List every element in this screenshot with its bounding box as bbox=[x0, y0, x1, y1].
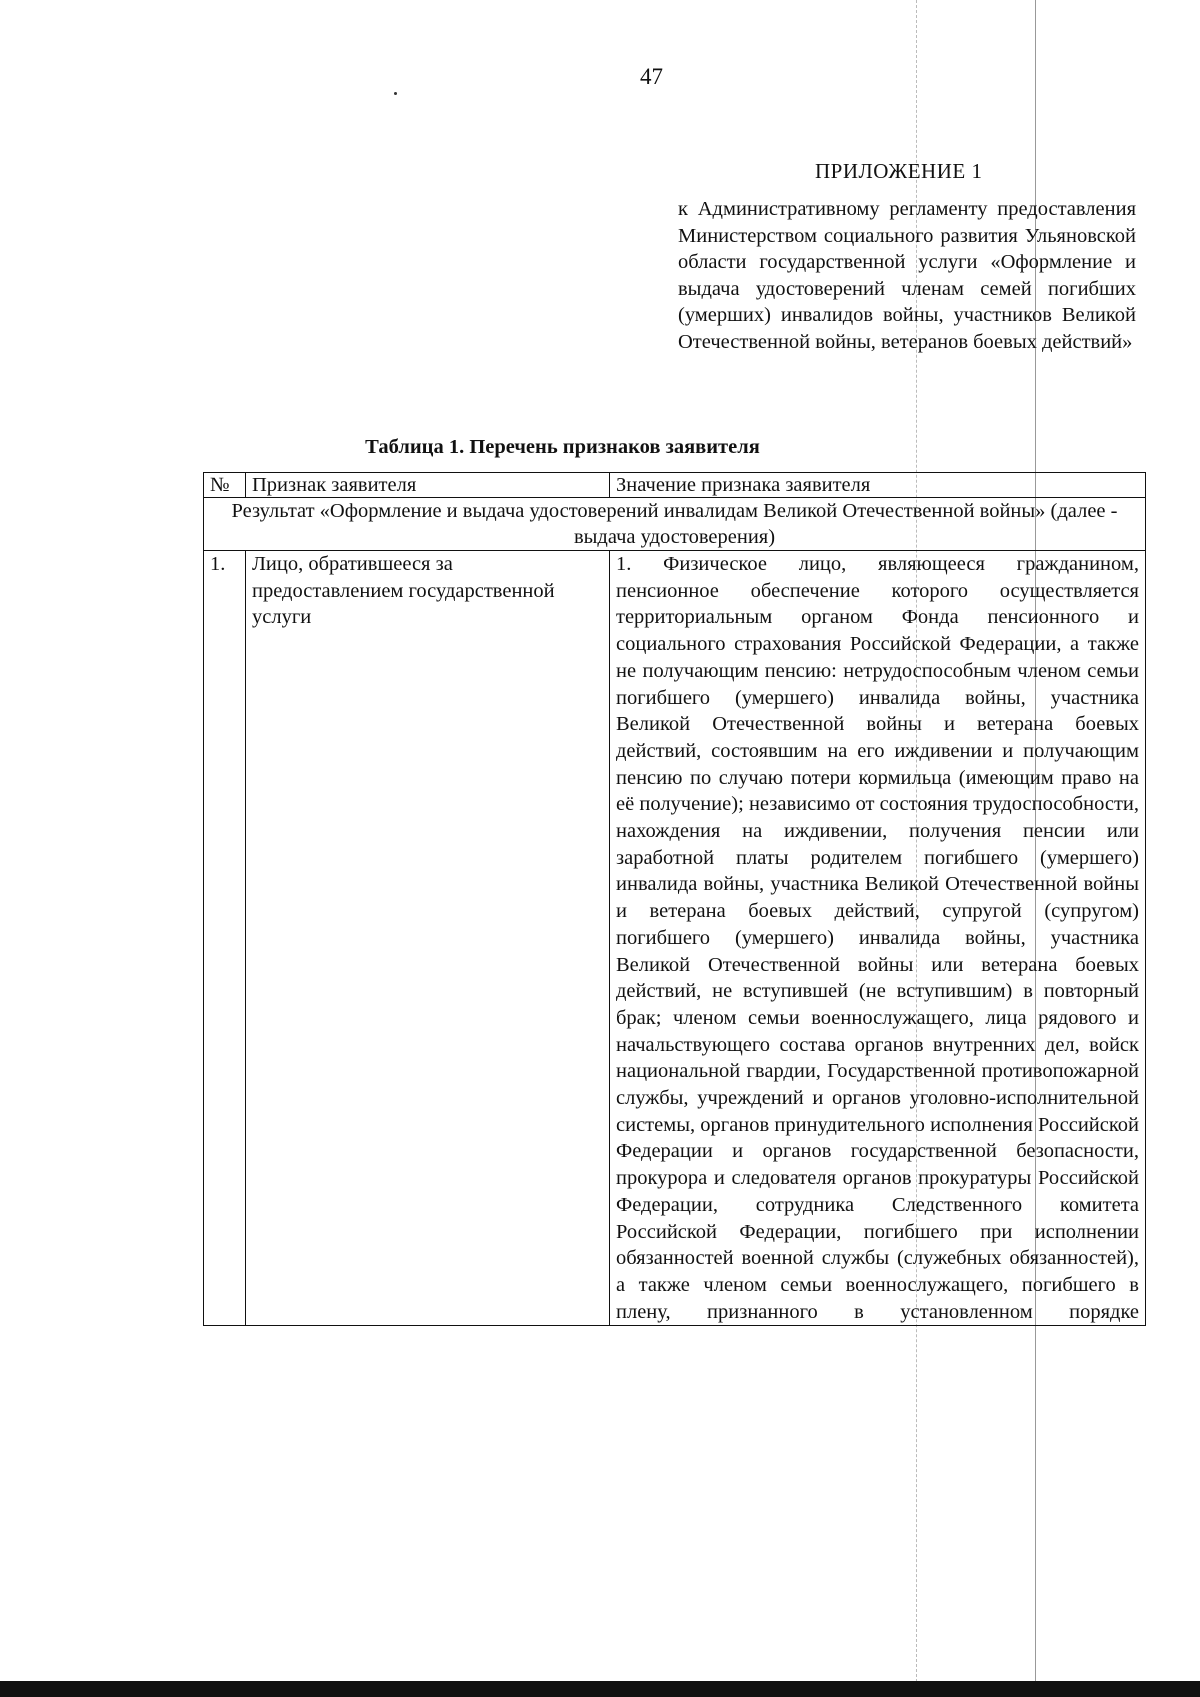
result-cell: Результат «Оформление и выдача удостоверений инвалидам Великой Отечественной войны» (далее - выдача удостоверения) bbox=[204, 498, 1146, 551]
page-number: 47 bbox=[640, 64, 663, 89]
table-header-row bbox=[204, 473, 1146, 498]
result-row bbox=[204, 498, 1146, 551]
scan-speck bbox=[394, 92, 397, 95]
appendix-title: ПРИЛОЖЕНИЕ 1 bbox=[815, 159, 983, 183]
table-row bbox=[204, 551, 1146, 1326]
row-value: 1. Физическое лицо, являющееся гражданином, пенсионное обеспечение которого осуществляется территориальным органом Фонда пенсионного и социального страхования Российской Федерации, а также не получающим пенсию: нетрудоспособным членом семьи погибшего (умершего) инвалида войны, участника Великой Отечественной войны и ветерана боевых действий, состоявшим на его иждивении и получающим пенсию по случаю потери кормильца (имеющим право на её получение); независимо от состояния трудоспособности, нахождения на иждивении, получения пенсии или заработной платы родителем погибшего (умершего) инвалида войны, участника Великой Отечественной войны и ветерана боевых действий, супругой (супругом) погибшего (умершего) инвалида войны, участника Великой Отечественной войны или ветерана боевых действий, не вступившей (не вступившим) в повторный брак; членом семьи военнослужащего, лица рядового и начальствующего состава органов внутренних дел, войск национальной гвардии, Государственной противопожарной службы, учреждений и органов уголовно-исполнительной системы, органов принудительного исполнения Российской Федерации и органов государственной безопасности, прокурора и следователя органов прокуратуры Российской Федерации, сотрудника Следственного комитета Российской Федерации, погибшего при исполнении обязанностей военной службы (служебных обязанностей), а также членом семьи военнослужащего, погибшего в плену, признанного в установленном порядке bbox=[610, 551, 1146, 1326]
header-sign: Признак заявителя bbox=[246, 473, 610, 498]
row-sign: Лицо, обратившееся за предоставлением государственной услуги bbox=[246, 551, 610, 1326]
header-value: Значение признака заявителя bbox=[610, 473, 1146, 498]
row-number: 1. bbox=[204, 551, 246, 1326]
scan-bottom-edge bbox=[0, 1681, 1200, 1697]
appendix-text: к Административному регламенту предоставления Министерством социального развития Ульяновской области государственной услуги «Оформление и выдача удостоверений членам семей погибших (умерших) инвалидов войны, участников Великой Отечественной войны, ветеранов боевых действий» bbox=[678, 198, 1136, 353]
applicant-signs-table bbox=[203, 472, 1146, 1326]
table-caption: Таблица 1. Перечень признаков заявителя bbox=[365, 436, 760, 458]
header-number: № bbox=[204, 473, 246, 498]
